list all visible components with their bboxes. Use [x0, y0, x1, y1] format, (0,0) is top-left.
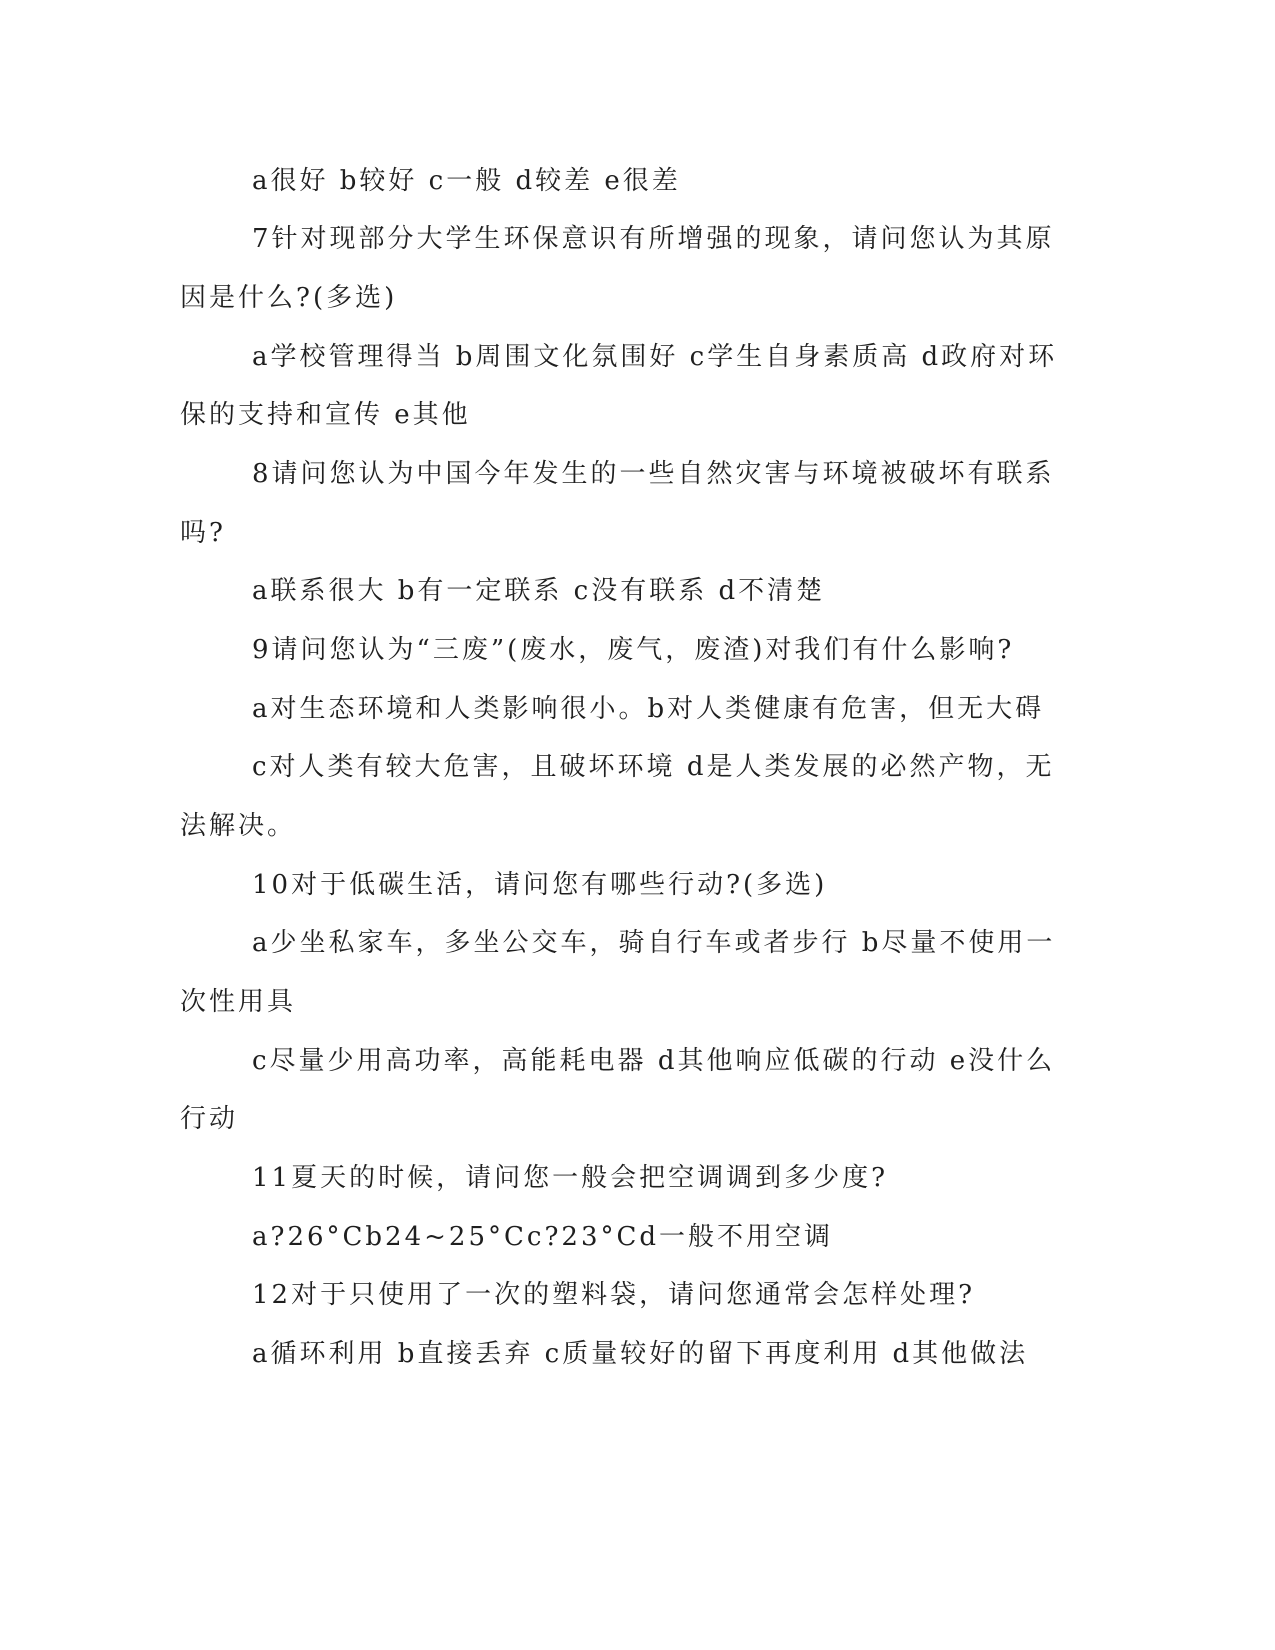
q12-options: a循环利用 b直接丢弃 c质量较好的留下再度利用 d其他做法: [252, 1339, 1029, 1369]
q8-question: 8请问您认为中国今年发生的一些自然灾害与环境被破坏有联系: [252, 459, 1055, 489]
q8-question-cont: 吗?: [180, 518, 226, 548]
q11-options: a?26°Cb24~25°Cc?23°Cd一般不用空调: [252, 1222, 834, 1252]
q10-options-ab: a少坐私家车，多坐公交车，骑自行车或者步行 b尽量不使用一: [252, 928, 1056, 958]
q10-question: 10对于低碳生活，请问您有哪些行动?(多选): [252, 870, 828, 900]
q7-options: a学校管理得当 b周围文化氛围好 c学生自身素质高 d政府对环: [252, 342, 1058, 372]
q12-question: 12对于只使用了一次的塑料袋，请问您通常会怎样处理?: [252, 1280, 976, 1310]
q9-options-cd: c对人类有较大危害，且破坏环境 d是人类发展的必然产物，无: [252, 752, 1055, 782]
q9-options-ab: a对生态环境和人类影响很小。b对人类健康有危害，但无大碍: [252, 694, 1045, 724]
q10-options-ab-cont: 次性用具: [180, 987, 297, 1017]
q7-options-cont: 保的支持和宣传 e其他: [180, 400, 471, 430]
q11-question: 11夏天的时候，请问您一般会把空调调到多少度?: [252, 1163, 889, 1193]
q10-options-cde-cont: 行动: [180, 1104, 239, 1134]
q9-question: 9请问您认为“三废”(废水，废气，废渣)对我们有什么影响?: [252, 635, 1015, 665]
q8-options: a联系很大 b有一定联系 c没有联系 d不清楚: [252, 576, 826, 606]
q10-options-cde: c尽量少用高功率，高能耗电器 d其他响应低碳的行动 e没什么: [252, 1046, 1056, 1076]
q9-options-cont: 法解决。: [180, 811, 297, 841]
q7-question: 7针对现部分大学生环保意识有所增强的现象，请问您认为其原: [252, 224, 1055, 254]
q7-question-cont: 因是什么?(多选): [180, 283, 398, 313]
q6-options: a很好 b较好 c一般 d较差 e很差: [252, 166, 681, 196]
